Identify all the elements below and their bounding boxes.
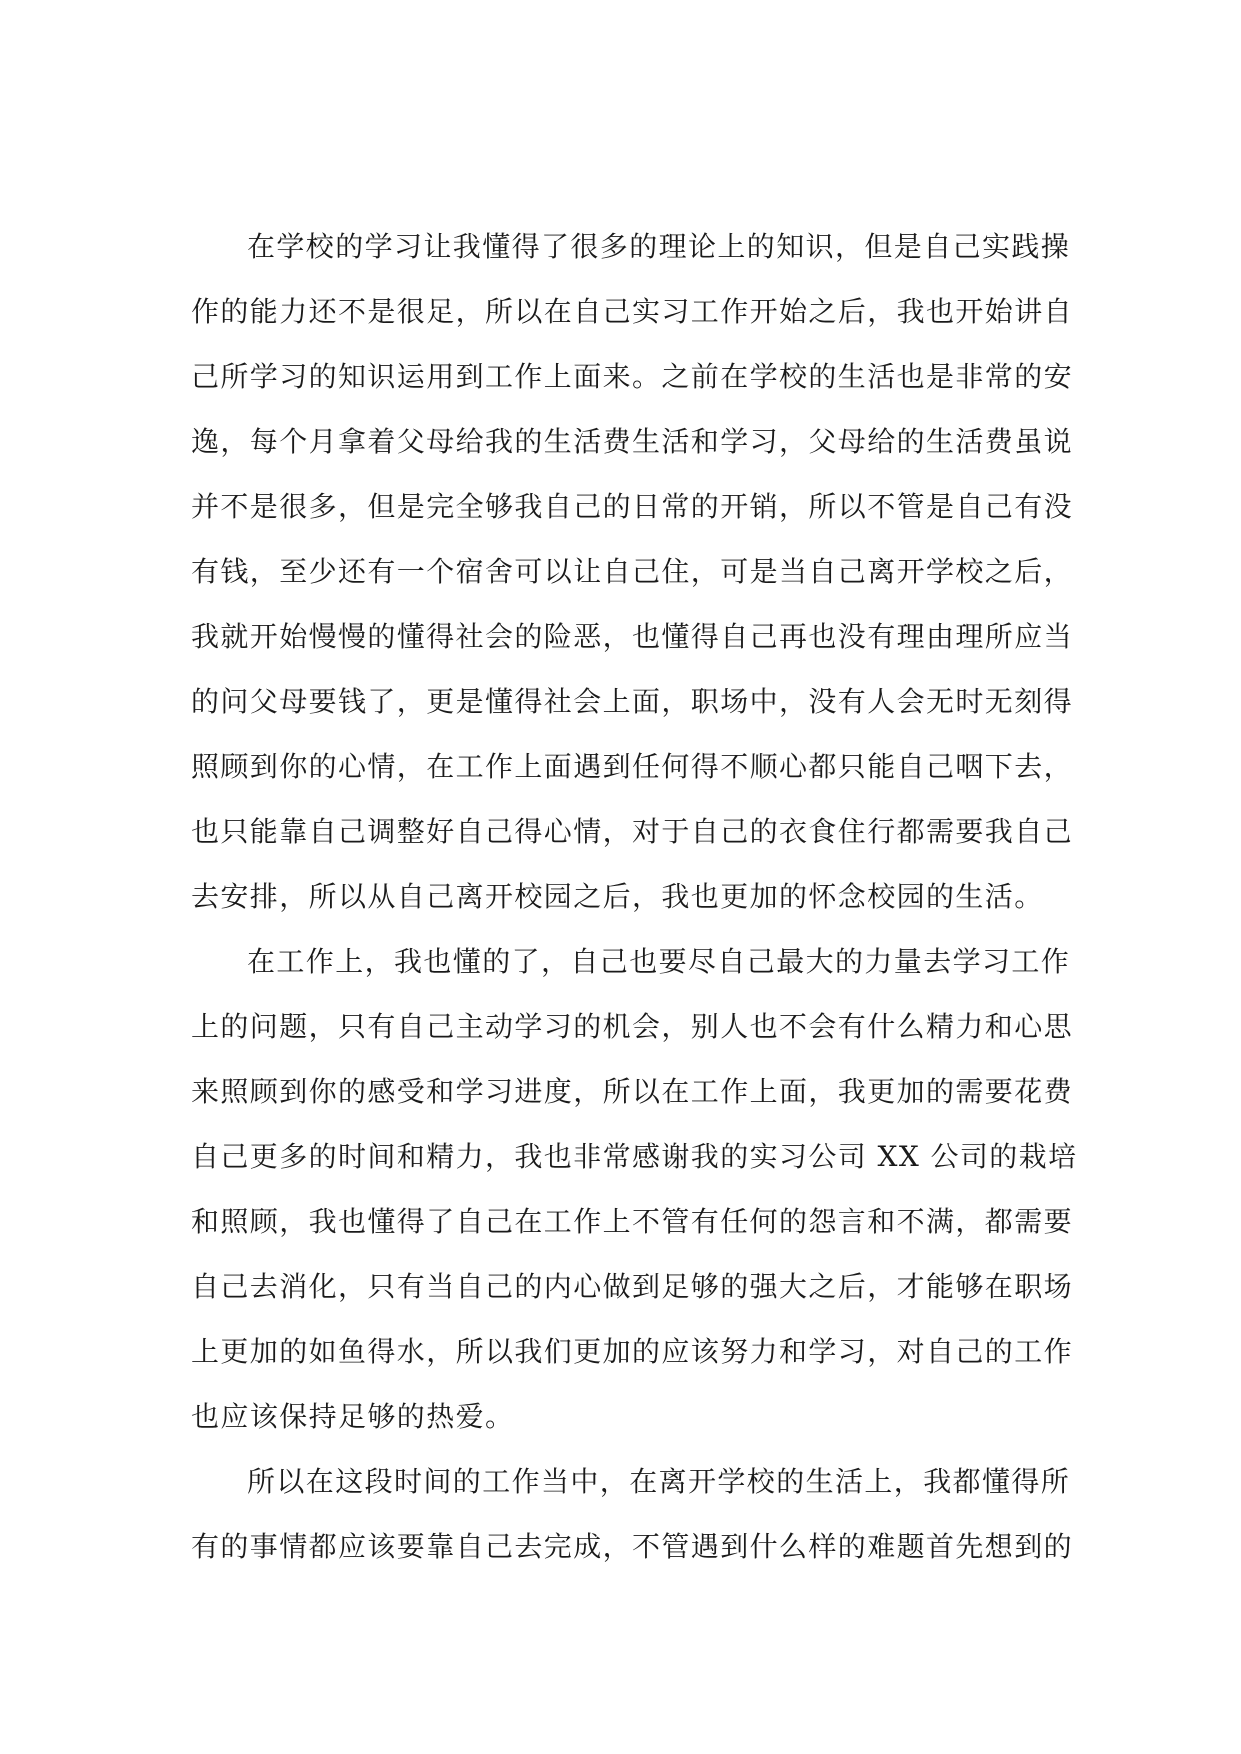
text-line: 也应该保持足够的热爱。 [191,1400,515,1433]
text-line: 也只能靠自己调整好自己得心情，对于自己的衣食住行都需要我自己 [191,815,1074,848]
text-line: 作的能力还不是很足，所以在自己实习工作开始之后，我也开始讲自 [191,295,1074,328]
text-line: 有的事情都应该要靠自己去完成，不管遇到什么样的难题首先想到的 [191,1530,1074,1563]
text-line: 有钱，至少还有一个宿舍可以让自己住，可是当自己离开学校之后， [191,555,1074,588]
text-line: 己所学习的知识运用到工作上面来。之前在学校的生活也是非常的安 [191,360,1074,393]
text-line: 来照顾到你的感受和学习进度，所以在工作上面，我更加的需要花费 [191,1075,1074,1108]
text-line: 照顾到你的心情，在工作上面遇到任何得不顺心都只能自己咽下去， [191,750,1074,783]
document-body [191,221,1091,1586]
paragraph [191,1456,1091,1586]
text-line: 上的问题，只有自己主动学习的机会，别人也不会有什么精力和心思 [191,1010,1074,1043]
text-line: 并不是很多，但是完全够我自己的日常的开销，所以不管是自己有没 [191,490,1074,523]
text-line: 所以在这段时间的工作当中，在离开学校的生活上，我都懂得所 [247,1465,1071,1498]
text-line: 上更加的如鱼得水，所以我们更加的应该努力和学习，对自己的工作 [191,1335,1074,1368]
paragraph [191,221,1091,936]
text-line: 自己更多的时间和精力，我也非常感谢我的实习公司 XX 公司的栽培 [191,1140,1078,1173]
text-line: 去安排，所以从自己离开校园之后，我也更加的怀念校园的生活。 [191,880,1044,913]
text-line: 我就开始慢慢的懂得社会的险恶，也懂得自己再也没有理由理所应当 [191,620,1074,653]
text-line: 和照顾，我也懂得了自己在工作上不管有任何的怨言和不满，都需要 [191,1205,1074,1238]
paragraph [191,936,1091,1456]
text-line: 在学校的学习让我懂得了很多的理论上的知识，但是自己实践操 [247,230,1071,263]
text-line: 逸，每个月拿着父母给我的生活费生活和学习，父母给的生活费虽说 [191,425,1074,458]
text-line: 在工作上，我也懂的了，自己也要尽自己最大的力量去学习工作 [247,945,1071,978]
text-line: 的问父母要钱了，更是懂得社会上面，职场中，没有人会无时无刻得 [191,685,1074,718]
text-line: 自己去消化，只有当自己的内心做到足够的强大之后，才能够在职场 [191,1270,1074,1303]
